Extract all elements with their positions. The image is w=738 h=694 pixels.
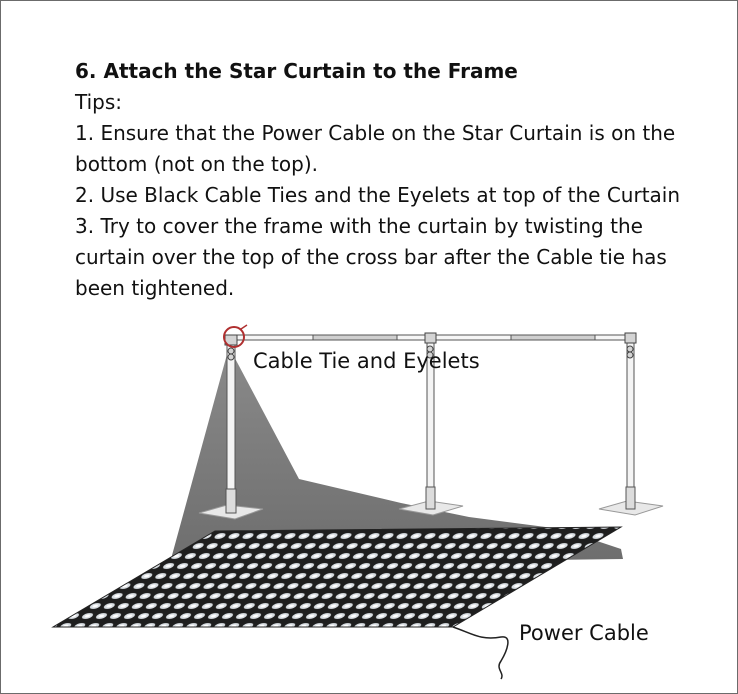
tip-line: bottom (not on the top). — [75, 152, 318, 176]
tip-line: 1. Ensure that the Power Cable on the Star Curtain is on the — [75, 121, 676, 145]
star-curtain-mesh — [53, 527, 621, 627]
tip-line: 3. Try to cover the frame with the curtain by twisting the — [75, 214, 643, 238]
power-cable — [453, 627, 508, 679]
frame-curtain-illustration — [1, 1, 737, 693]
tips-label: Tips: — [75, 90, 123, 114]
cable-tie-pointer — [241, 325, 247, 329]
callout-power-cable: Power Cable — [519, 621, 649, 645]
tip-line: 2. Use Black Cable Ties and the Eyelets at top of the Curtain — [75, 183, 681, 207]
tip-line: been tightened. — [75, 276, 235, 300]
callout-cable-tie-eyelets: Cable Tie and Eyelets — [253, 349, 480, 373]
tip-line: curtain over the top of the cross bar after the Cable tie has — [75, 245, 667, 269]
step-heading: 6. Attach the Star Curtain to the Frame — [75, 59, 518, 83]
